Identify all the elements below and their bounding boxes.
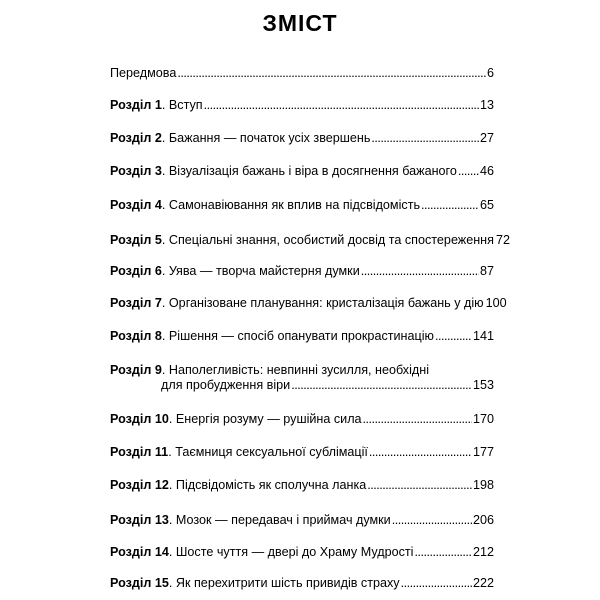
chapter-number: 11 [154,445,169,459]
chapter-label: Розділ [110,98,152,112]
page-number: 6 [486,66,494,80]
toc-entry-preface[interactable] [110,66,494,81]
toc-entry-chapter-11[interactable] [110,445,494,460]
page-number: 100 [485,296,507,310]
page-number: 87 [479,264,494,278]
entry-title: . Спеціальні знання, особистий досвід та спостереження [161,233,494,247]
chapter-number: 10 [154,412,169,426]
entry-title: . Мозок — передавач і приймач думки [168,513,391,527]
chapter-label: Розділ [110,445,152,459]
chapter-number: 13 [154,513,169,527]
page-number: 46 [479,164,494,178]
chapter-label: Розділ [110,131,152,145]
page-number: 212 [472,545,494,559]
toc-entry-chapter-9[interactable] [110,363,494,393]
page-number: 72 [495,233,510,247]
chapter-number: 3 [154,164,162,178]
page-number: 27 [479,131,494,145]
chapter-number: 1 [154,98,162,112]
dot-leader [369,445,472,460]
toc-entry-chapter-14[interactable] [110,545,494,560]
chapter-number: 15 [154,576,169,590]
dot-leader [367,478,472,493]
toc-entry-chapter-2[interactable] [110,131,494,146]
dot-leader [371,131,479,146]
toc-entry-chapter-15[interactable] [110,576,494,591]
entry-title: . Організоване планування: кристалізація бажань у дію [161,296,484,310]
page-number: 65 [479,198,494,212]
entry-title: . Енергія розуму — рушійна сила [168,412,362,426]
page-number: 222 [472,576,494,590]
dot-leader [361,264,479,279]
toc-entry-chapter-8[interactable] [110,329,494,344]
chapter-number: 8 [154,329,162,343]
toc-entry-chapter-1[interactable] [110,98,494,113]
chapter-number: 12 [154,478,169,492]
entry-title: Передмова [110,66,177,80]
dot-leader [363,412,472,427]
page-number: 177 [472,445,494,459]
chapter-label: Розділ [110,264,152,278]
entry-title-continued: для пробудження віри [161,378,291,392]
page-number: 206 [472,513,494,527]
entry-title: . Вступ [161,98,203,112]
toc-entry-chapter-3[interactable] [110,164,494,179]
dot-leader [177,66,486,81]
toc-entry-chapter-12[interactable] [110,478,494,493]
entry-title: . Таємниця сексуальної сублімації [168,445,368,459]
toc-entry-chapter-10[interactable] [110,412,494,427]
chapter-number: 6 [154,264,162,278]
entry-title: . Уява — творча майстерня думки [161,264,360,278]
page-number: 141 [472,329,494,343]
entry-title: . Наполегливість: невпинні зусилля, необхідні [161,363,429,377]
chapter-label: Розділ [110,296,152,310]
chapter-label: Розділ [110,164,152,178]
chapter-number: 4 [154,198,162,212]
toc-entry-chapter-7[interactable] [110,296,507,311]
chapter-number: 7 [154,296,162,310]
toc-entry-chapter-6[interactable] [110,264,494,279]
chapter-number: 9 [154,363,162,377]
page-title: ЗМІСТ [262,10,338,36]
entry-title: . Підсвідомість як сполучна ланка [168,478,367,492]
dot-leader [401,576,472,591]
chapter-label: Розділ [110,545,152,559]
chapter-label: Розділ [110,513,152,527]
dot-leader [204,98,479,113]
page-number: 13 [479,98,494,112]
chapter-label: Розділ [110,329,152,343]
dot-leader [414,545,472,560]
entry-title: . Візуалізація бажань і віра в досягнення бажаного [161,164,457,178]
toc-entry-chapter-4[interactable] [110,198,494,213]
dot-leader [435,329,472,344]
toc-entry-chapter-13[interactable] [110,513,494,528]
entry-title: . Бажання — початок усіх звершень [161,131,371,145]
chapter-label: Розділ [110,576,152,590]
chapter-label: Розділ [110,198,152,212]
page-number: 170 [472,412,494,426]
chapter-label: Розділ [110,233,152,247]
dot-leader [392,513,472,528]
chapter-number: 2 [154,131,162,145]
toc-entry-chapter-5[interactable] [110,233,510,248]
chapter-number: 14 [154,545,169,559]
chapter-label: Розділ [110,412,152,426]
dot-leader [458,164,479,179]
entry-title: . Шосте чуття — двері до Храму Мудрості [168,545,414,559]
page-number: 198 [472,478,494,492]
chapter-label: Розділ [110,363,152,377]
dot-leader [291,378,472,393]
page-number: 153 [472,378,494,392]
dot-leader [421,198,479,213]
entry-title: . Як перехитрити шість привидів страху [168,576,400,590]
chapter-label: Розділ [110,478,152,492]
entry-title: . Самонавіювання як вплив на підсвідомість [161,198,421,212]
chapter-number: 5 [154,233,162,247]
entry-title: . Рішення — спосіб опанувати прокрастинацію [161,329,434,343]
